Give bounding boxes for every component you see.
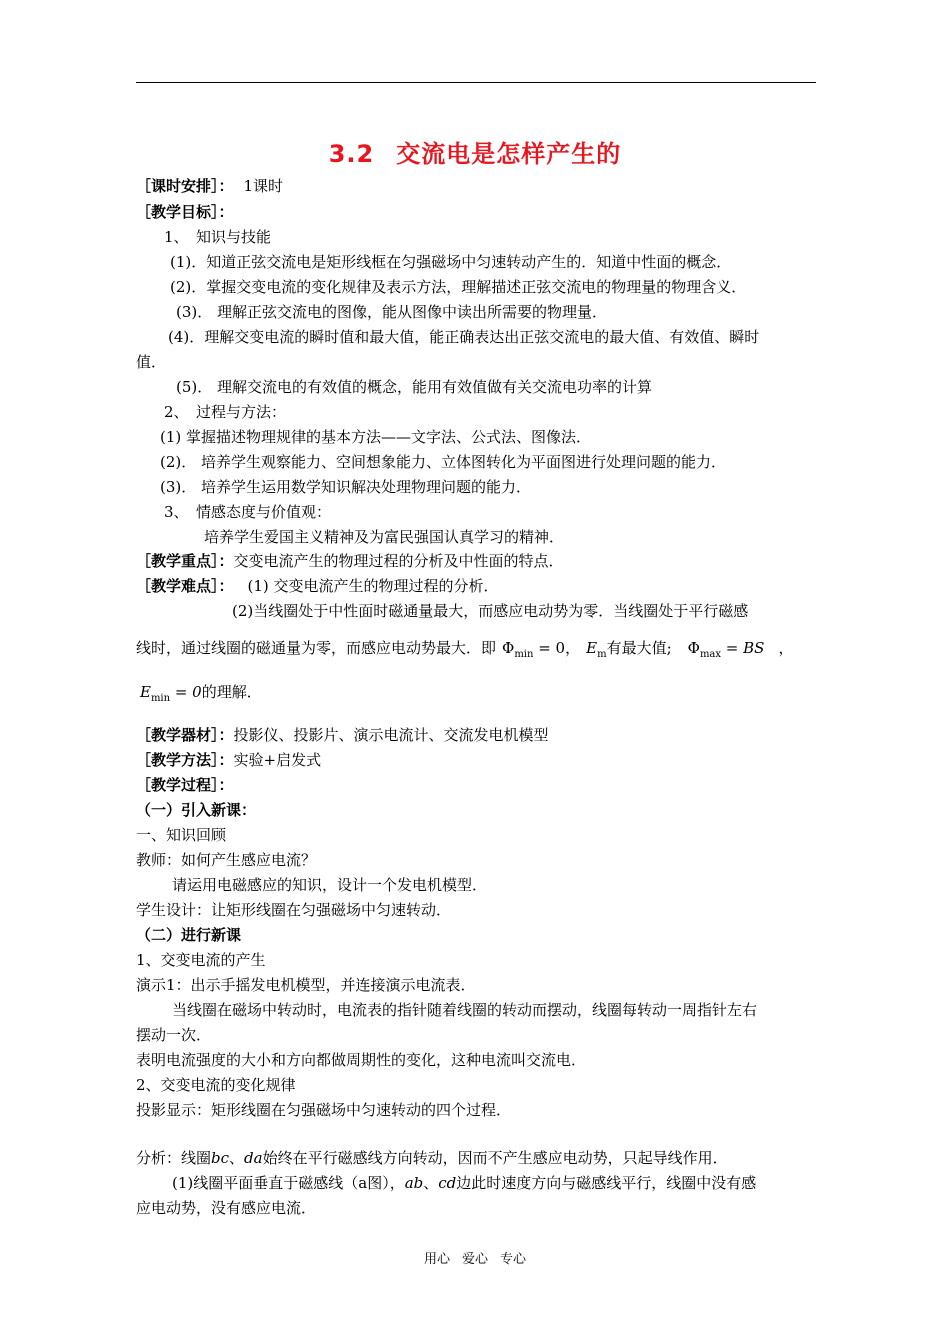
objective-section-3-heading: 3、 情感态度与价值观：	[164, 503, 332, 521]
objective-2-1: (1) 掌握描述物理规律的基本方法——文字法、公式法、图像法．	[160, 428, 592, 446]
method-label: ［教学方法］：	[136, 751, 234, 769]
objective-section-1-heading: 1、 知识与技能	[164, 228, 272, 246]
design-task: 请运用电磁感应的知识，设计一个发电机模型．	[172, 876, 488, 894]
objective-1-3: (3)． 理解正弦交流电的图像，能从图像中读出所需要的物理量．	[176, 303, 608, 321]
formula-e-min: $E_{min} = 0$	[140, 683, 202, 704]
focus-label: ［教学重点］：	[136, 552, 234, 570]
schedule-label: ［课时安排］：	[136, 177, 234, 195]
process-part-1: （一）引入新课：	[136, 801, 257, 819]
schedule-line	[136, 176, 283, 196]
title-number: 3.2	[328, 140, 375, 168]
objective-1-1: (1)．知道正弦交流电是矩形线框在匀强磁场中匀速转动产生的．知道中性面的概念．	[170, 253, 732, 271]
equipment-line	[136, 725, 549, 745]
conclusion-line: 表明电流强度的大小和方向都做周期性的变化，这种电流叫交流电．	[136, 1051, 587, 1069]
objective-section-2-heading: 2、 过程与方法：	[164, 403, 287, 421]
focus-value: 交变电流产生的物理过程的分析及中性面的特点．	[233, 552, 564, 570]
projection-line: 投影显示：矩形线圈在匀强磁场中匀速转动的四个过程．	[136, 1101, 512, 1119]
observation-line-2: 摆动一次．	[136, 1026, 212, 1044]
section-heading-1: 1、交变电流的产生	[136, 951, 266, 969]
objective-1-4: (4)．理解交变电流的瞬时值和最大值，能正确表达出正弦交流电的最大值、有效值、瞬时	[168, 328, 760, 346]
analysis-line: 分析：线圈bc、da始终在平行磁感线方向转动，因而不产生感应电动势，只起导线作用．	[136, 1149, 728, 1167]
footer-word-2: 爱心	[461, 1252, 488, 1267]
objective-1-5: (5)． 理解交流电的有效值的概念，能用有效值做有关交流电功率的计算	[176, 378, 653, 396]
difficulty-item-2: (2)当线圈处于中性面时磁通量最大，而感应电动势为零．当线圈处于平行磁感	[232, 602, 749, 620]
process-label: ［教学过程］：	[136, 776, 234, 794]
page-footer	[0, 1248, 950, 1267]
equipment-value: 投影仪、投影片、演示电流计、交流发电机模型	[233, 726, 549, 744]
objective-1-4-cont: 值．	[136, 353, 167, 371]
difficulty-item-1: (1) 交变电流产生的物理过程的分析．	[247, 577, 499, 595]
method-value: 实验+启发式	[233, 751, 322, 769]
difficulty-item-2-cont: 线时，通过线圈的磁通量为零，而感应电动势最大．即 $\Phi_{min} = 0$， $E_m$有最大值; $\Phi_{max}$ = BS ，	[136, 639, 794, 660]
objective-1-2: (2)．掌握交变电流的变化规律及表示方法，理解描述正弦交流电的物理量的物理含义．	[170, 278, 747, 296]
difficulty-label: ［教学难点］：	[136, 577, 234, 595]
objective-3-text: 培养学生爱国主义精神及为富民强国认真学习的精神．	[204, 528, 565, 546]
case-1-line: (1)线圈平面垂直于磁感线（a图），ab、cd边此时速度方向与磁感线平行，线圈中没有感	[172, 1174, 757, 1192]
case-1-line-cont: 应电动势，没有感应电流．	[136, 1199, 317, 1217]
section-heading-2: 2、交变电流的变化规律	[136, 1076, 296, 1094]
objective-2-2: (2)． 培养学生观察能力、空间想象能力、立体图转化为平面图进行处理问题的能力．	[160, 453, 727, 471]
formula-phi-min: $\Phi_{min} = 0$	[502, 639, 566, 660]
focus-line	[136, 551, 564, 571]
method-line	[136, 750, 321, 770]
difficulty-item-2-end: $E_{min} = 0$的理解．	[140, 683, 262, 704]
teacher-question: 教师：如何产生感应电流？	[136, 851, 317, 869]
objectives-label: ［教学目标］：	[136, 203, 234, 221]
observation-line-1: 当线圈在磁场中转动时，电流表的指针随着线圈的转动而摆动，线圈每转动一周指针左右	[172, 1001, 758, 1019]
difficulty-line	[136, 576, 499, 596]
footer-word-3: 专心	[500, 1252, 527, 1267]
equipment-label: ［教学器材］：	[136, 726, 234, 744]
page-title	[0, 134, 950, 169]
student-design: 学生设计：让矩形线圈在匀强磁场中匀速转动．	[136, 901, 452, 919]
demo-1: 演示1：出示手摇发电机模型，并连接演示电流表．	[136, 976, 476, 994]
header-rule	[136, 82, 816, 83]
schedule-value: 1课时	[243, 177, 284, 195]
knowledge-review-heading: 一、知识回顾	[136, 826, 227, 844]
formula-e-m: $E_m$	[586, 639, 607, 660]
objective-2-3: (3)． 培养学生运用数学知识解决处理物理问题的能力．	[160, 478, 532, 496]
title-text: 交流电是怎样产生的	[396, 140, 622, 168]
footer-word-1: 用心	[423, 1252, 450, 1267]
process-part-2: （二）进行新课	[136, 926, 242, 944]
formula-phi-max: $\Phi_{max}$ = BS	[687, 639, 765, 660]
